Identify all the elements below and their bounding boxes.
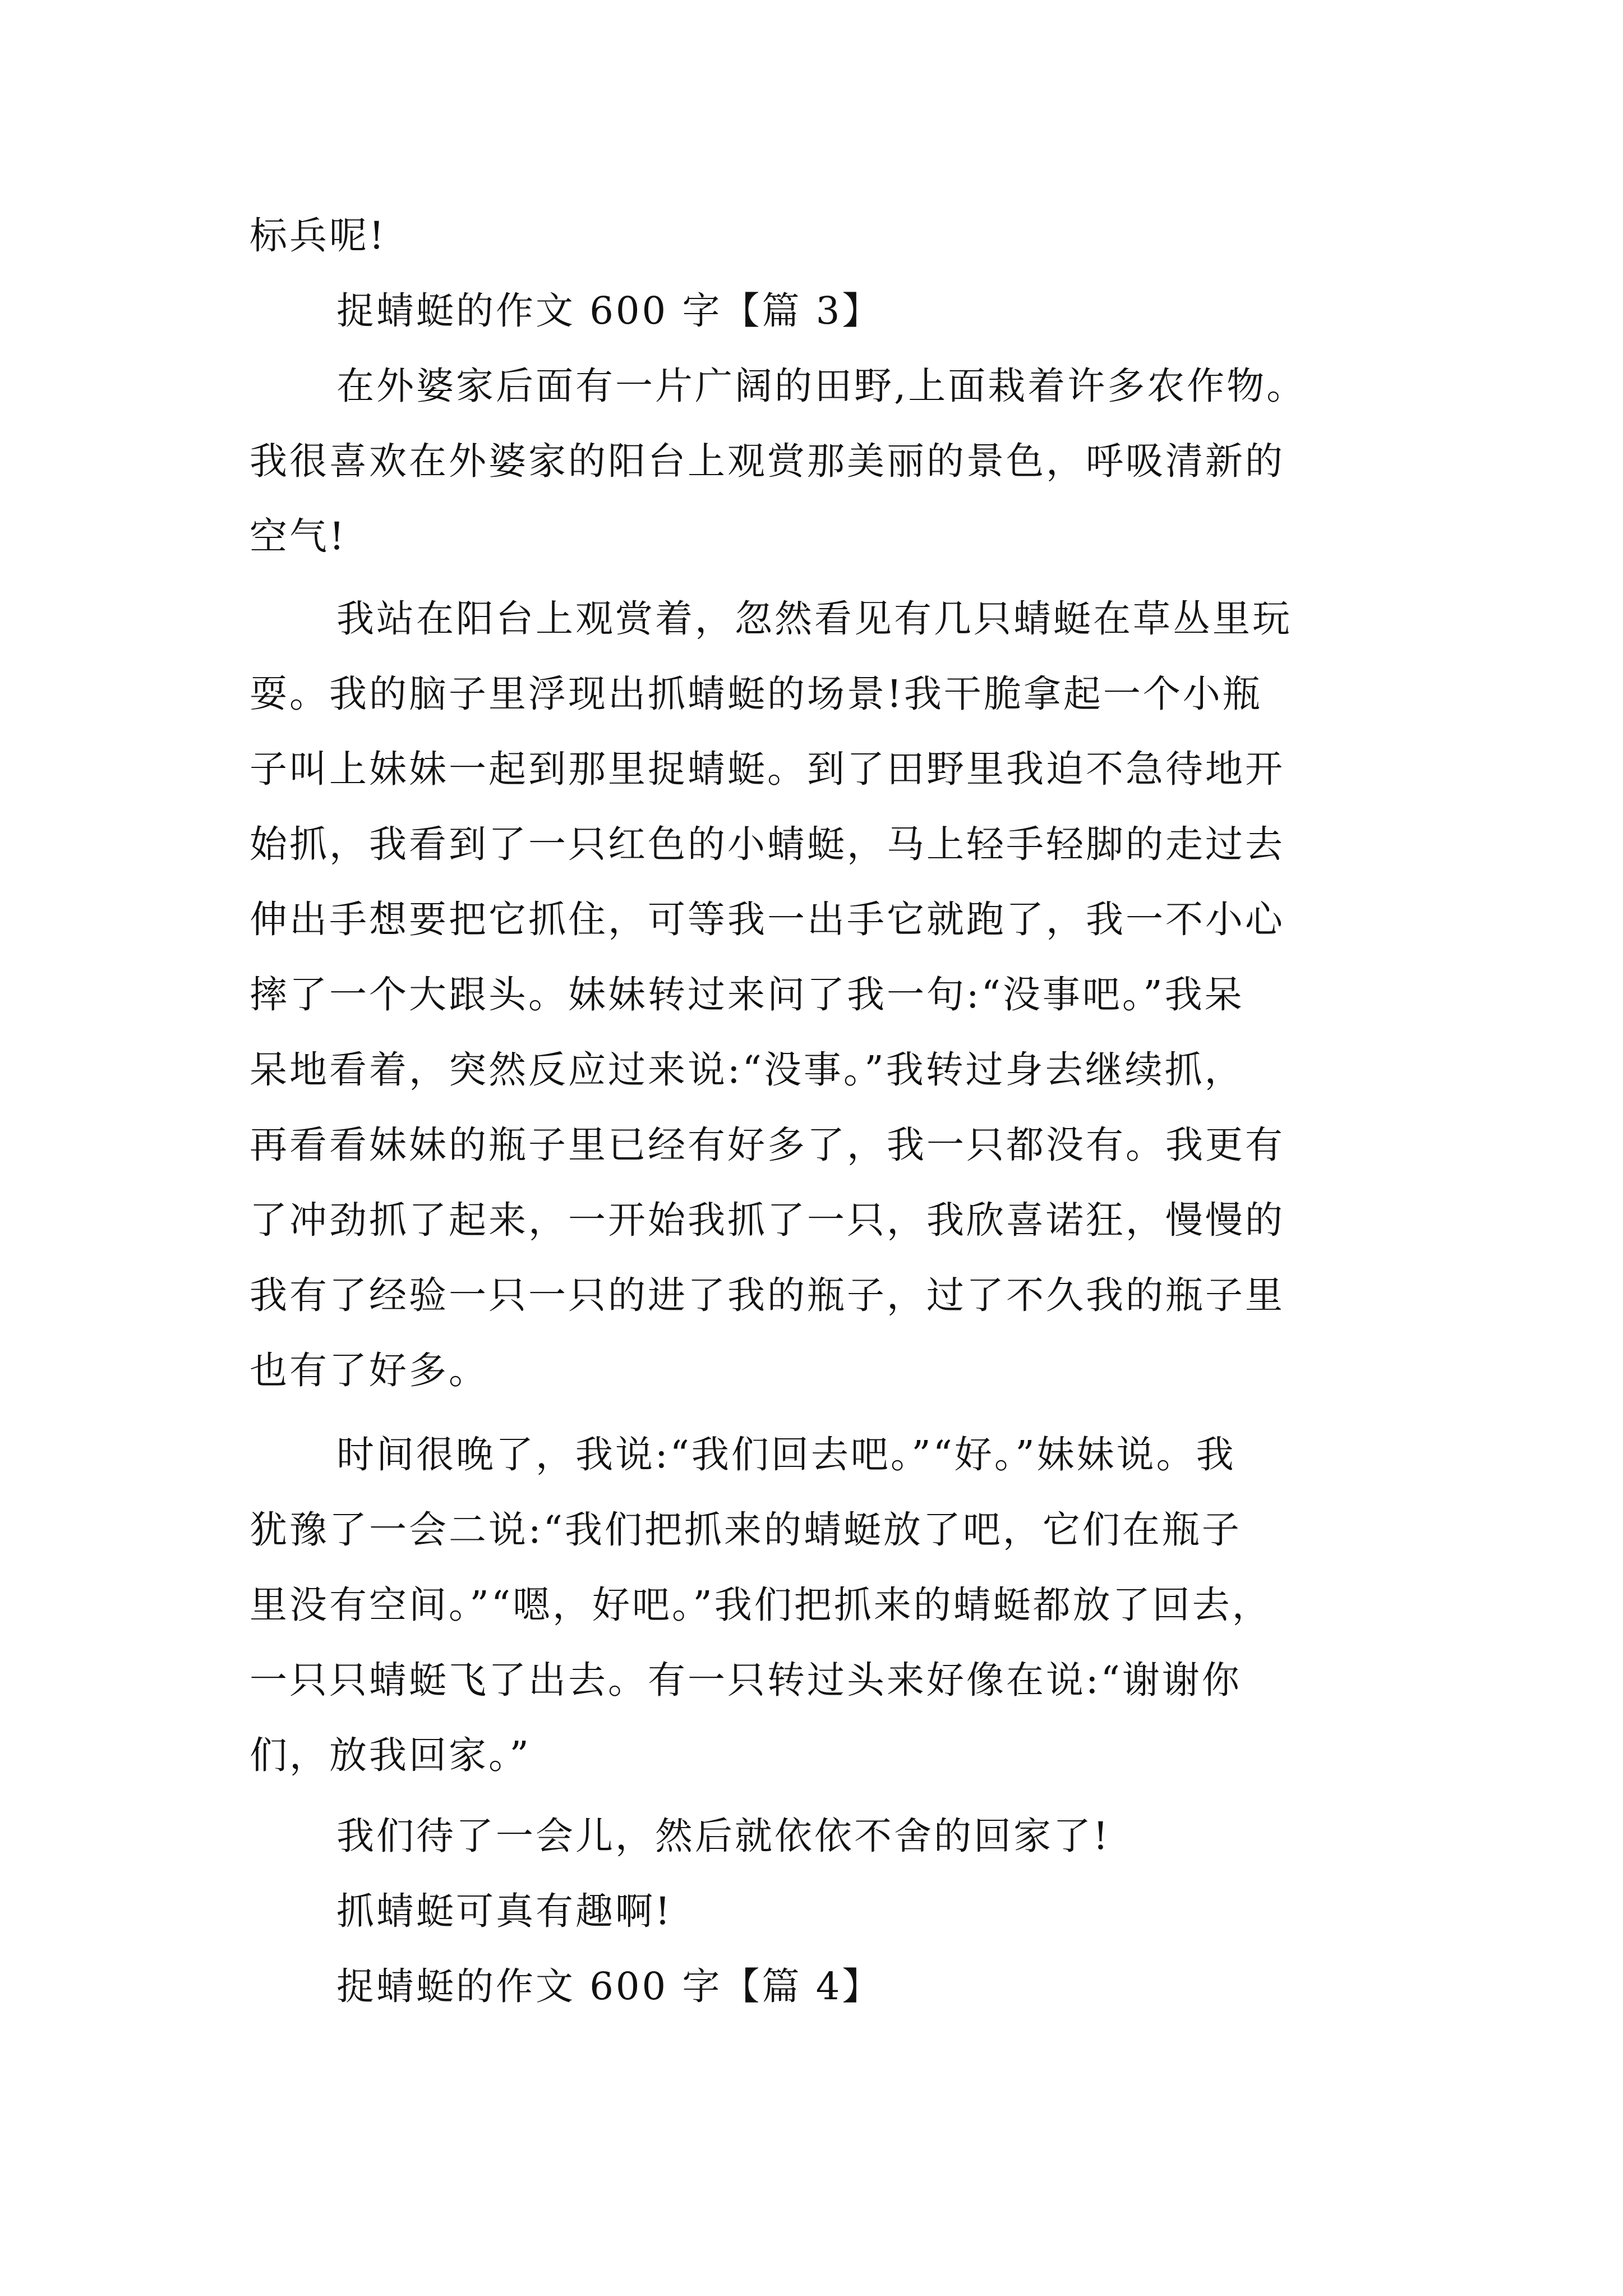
text-line: 在外婆家后面有一片广阔的田野,上面栽着许多农作物。 [336,364,1307,408]
text-line: 里没有空间。”“嗯，好吧。”我们把抓来的蜻蜓都放了回去， [250,1583,1272,1627]
text-line: 始抓，我看到了一只红色的小蜻蜓，马上轻手轻脚的走过去 [250,822,1285,866]
text-line: 一只只蜻蜓飞了出去。有一只转过头来好像在说:“谢谢你 [250,1658,1242,1702]
text-line: 抓蜻蜓可真有趣啊! [336,1889,672,1933]
text-line: 子叫上妹妹一起到那里捉蜻蜓。到了田野里我迫不急待地开 [250,747,1285,791]
text-line: 呆地看着，突然反应过来说:“没事。”我转过身去继续抓， [250,1048,1244,1092]
text-line: 摔了一个大跟头。妹妹转过来问了我一句:“没事吧。”我呆 [250,973,1244,1016]
text-line: 再看看妹妹的瓶子里已经有好多了，我一只都没有。我更有 [250,1123,1285,1167]
text-line: 耍。我的脑子里浮现出抓蜻蜓的场景!我干脆拿起一个小瓶 [250,672,1262,716]
text-line: 我很喜欢在外婆家的阳台上观赏那美丽的景色，呼吸清新的 [250,439,1285,483]
text-line: 我们待了一会儿，然后就依依不舍的回家了! [336,1814,1110,1858]
section-heading: 捉蜻蜓的作文 600 字【篇 3】 [336,289,882,333]
text-line: 们，放我回家。” [250,1733,531,1777]
text-line: 我有了经验一只一只的进了我的瓶子，过了不久我的瓶子里 [250,1273,1285,1317]
text-line: 也有了好多。 [250,1349,488,1392]
text-line: 我站在阳台上观赏着，忽然看见有几只蜻蜓在草丛里玩 [336,597,1292,641]
text-line: 伸出手想要把它抓住，可等我一出手它就跑了，我一不小心 [250,898,1285,941]
text-line: 时间很晚了，我说:“我们回去吧。”“好。”妹妹说。我 [336,1433,1236,1476]
text-line: 标兵呢! [250,214,386,257]
section-heading: 捉蜻蜓的作文 600 字【篇 4】 [336,1964,882,2008]
text-line: 空气! [250,514,347,558]
text-line: 了冲劲抓了起来，一开始我抓了一只，我欣喜诺狂，慢慢的 [250,1198,1285,1242]
text-line: 犹豫了一会二说:“我们把抓来的蜻蜓放了吧，它们在瓶子 [250,1508,1242,1552]
